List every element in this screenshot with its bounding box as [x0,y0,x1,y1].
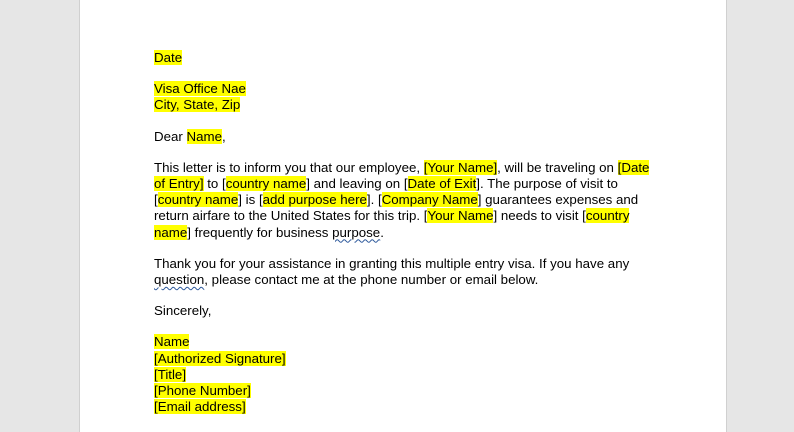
text-run: , will be traveling on [497,159,618,175]
placeholder-your-name: [Your Name] [423,159,498,175]
placeholder-country-name: country name [154,208,630,240]
signature-name [154,334,654,350]
recipient-city [154,97,654,113]
text-run: This letter is to inform you that our employee, [154,159,424,175]
signature-name-text: Name [154,334,190,350]
signature-authorized [154,351,654,367]
signature-email-text: [Email address] [154,399,246,415]
text-run: to [ [203,176,226,192]
body-paragraph-1 [154,160,654,241]
text-run: ] is [ [238,192,263,208]
text-run: ] and leaving on [ [306,176,408,192]
recipient-city-text: City, State, Zip [154,97,241,113]
placeholder-country-name: country name [225,176,307,192]
placeholder-company-name: Company Name [381,192,478,208]
signature-phone [154,383,654,399]
text-run: Thank you for your assistance in granting this multiple entry visa. If you have any [154,255,630,271]
salutation-prefix: Dear [154,128,187,144]
signature-phone-text: [Phone Number] [154,383,251,399]
text-run: ] needs to visit [ [493,208,586,224]
placeholder-your-name: Your Name [427,208,494,224]
closing: Sincerely, [154,303,212,319]
text-run: ] guarantees expenses and return airfare to the United States for this trip. [ [154,192,639,224]
recipient-office [154,81,654,97]
body-paragraph-2 [154,256,654,288]
text-run: ] frequently for business [187,224,333,240]
signature-authorized-text: [Authorized Signature] [154,350,286,366]
spellcheck-word: question [154,272,205,288]
date-field: Date [154,50,183,65]
salutation-name: Name [186,128,222,144]
text-run: ]. The purpose of visit to [ [154,176,618,208]
document-page[interactable] [79,0,727,432]
placeholder-country-name: country name [157,192,239,208]
signature-title-text: [Title] [154,366,187,382]
recipient-office-text: Visa Office Nae [154,81,246,97]
text-run: ]. [ [366,192,382,208]
salutation [154,129,654,145]
placeholder-purpose: add purpose here [262,192,367,208]
placeholder-date-of-exit: Date of Exit [407,176,477,192]
signature-title [154,367,654,383]
salutation-suffix: , [222,128,226,144]
placeholder-date-of-entry: [Date of Entry] [154,159,650,192]
signature-email [154,399,654,415]
date-line [154,50,654,66]
letter-body[interactable] [154,50,654,415]
text-run: , please contact me at the phone number or email below. [204,272,539,288]
text-run: . [380,224,384,240]
spellcheck-word: purpose [332,224,381,240]
